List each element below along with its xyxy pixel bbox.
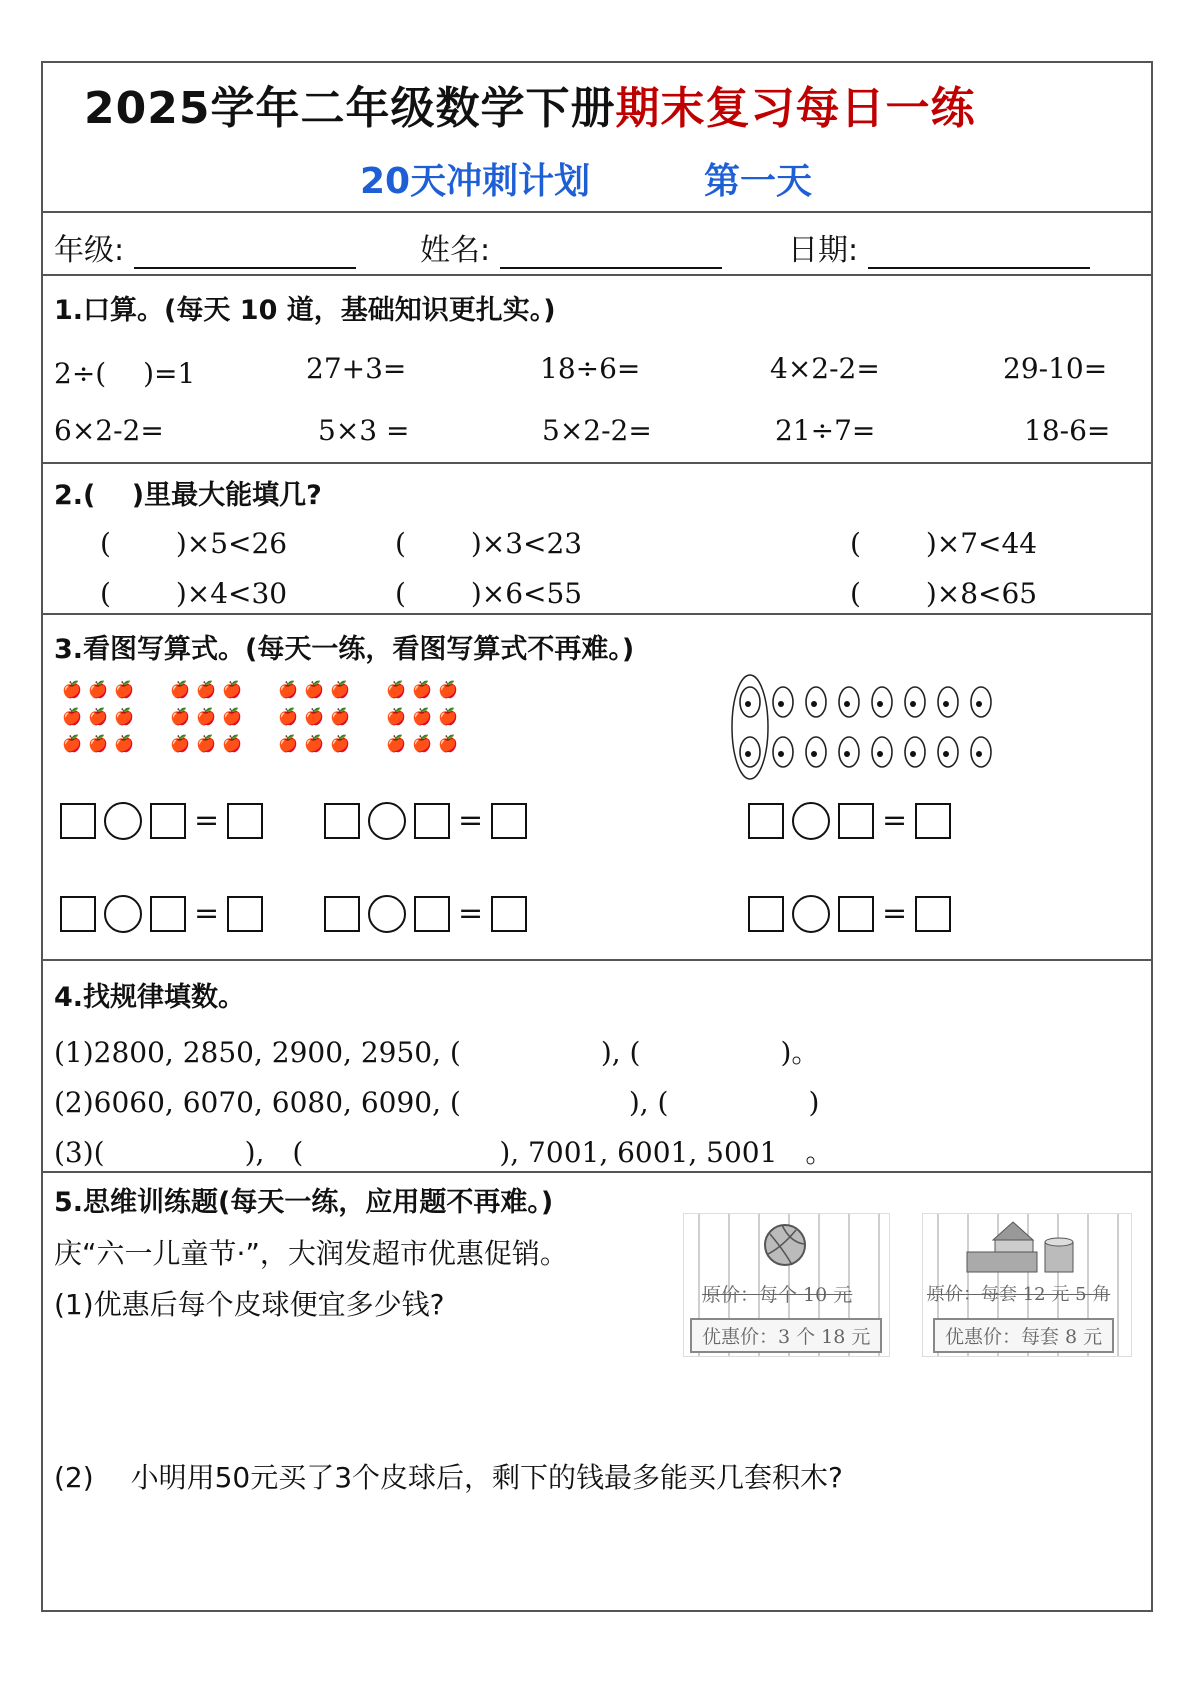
section3-heading: 3.看图写算式。(每天一练，看图写算式不再难。) [54, 634, 635, 665]
mitten-row-bottom [740, 737, 991, 767]
title-black: 2025学年二年级数学下册 [84, 83, 616, 134]
apple-icon: 🍎 [278, 680, 298, 699]
question-2: (2) 小明用50元买了3个皮球后，剩下的钱最多能买几套积木? [54, 1461, 843, 1494]
equals-sign: = [882, 803, 908, 838]
mitten-picture [730, 672, 1010, 786]
date-label: 日期: [788, 233, 859, 268]
divider [41, 274, 1153, 276]
equation-template[interactable] [324, 802, 527, 840]
equation-template[interactable] [324, 895, 527, 933]
apple-icon: 🍎 [412, 734, 432, 753]
inequality-item: ( )×5<26 [100, 527, 288, 560]
apple-icon: 🍎 [170, 680, 190, 699]
ball-price-sign [683, 1213, 890, 1357]
apple-group [62, 680, 140, 761]
apple-icon: 🍎 [196, 707, 216, 726]
apple-icon: 🍎 [62, 734, 82, 753]
equals-sign: = [882, 896, 908, 931]
apple-icon: 🍎 [438, 707, 458, 726]
calc-item: 18-6= [1024, 414, 1111, 447]
apple-icon: 🍎 [170, 734, 190, 753]
grade-label: 年级: [54, 233, 125, 268]
apple-icon: 🍎 [88, 707, 108, 726]
answer-box[interactable] [150, 803, 186, 839]
answer-box[interactable] [227, 896, 263, 932]
apple-icon: 🍎 [222, 707, 242, 726]
inequality-item: ( )×7<44 [850, 527, 1038, 560]
answer-box[interactable] [150, 896, 186, 932]
divider [41, 959, 1153, 961]
apple-icon: 🍎 [438, 680, 458, 699]
blocks-discount-price: 优惠价：每套 8 元 [933, 1318, 1114, 1353]
equation-template[interactable] [60, 895, 263, 933]
equals-sign: = [458, 803, 484, 838]
name-label: 姓名: [420, 233, 491, 268]
pattern-row: (3)( ), ( ), 7001, 6001, 5001 。 [54, 1136, 834, 1169]
apple-icon: 🍎 [330, 680, 350, 699]
answer-box[interactable] [324, 896, 360, 932]
equals-sign: = [194, 803, 220, 838]
apple-icon: 🍎 [222, 734, 242, 753]
question-1: (1)优惠后每个皮球便宜多少钱? [54, 1288, 445, 1321]
apple-icon: 🍎 [88, 734, 108, 753]
operator-circle[interactable] [792, 802, 830, 840]
apple-icon: 🍎 [412, 707, 432, 726]
apple-icon: 🍎 [412, 680, 432, 699]
blocks-original-price: 原价：每套 12 元 5 角 [927, 1284, 1111, 1305]
equation-template[interactable] [748, 895, 951, 933]
operator-circle[interactable] [792, 895, 830, 933]
inequality-item: ( )×6<55 [395, 577, 583, 610]
apple-icon: 🍎 [62, 707, 82, 726]
name-blank[interactable] [500, 243, 722, 269]
operator-circle[interactable] [104, 895, 142, 933]
blocks-icon [963, 1220, 1103, 1276]
date-blank[interactable] [868, 243, 1090, 269]
inequality-item: ( )×8<65 [850, 577, 1038, 610]
apple-icon: 🍎 [196, 734, 216, 753]
equation-template[interactable] [60, 802, 263, 840]
equation-template[interactable] [748, 802, 951, 840]
calc-item: 27+3= [306, 352, 407, 385]
apple-icon: 🍎 [330, 707, 350, 726]
mitten-row-top [740, 687, 991, 717]
section1-heading: 1.口算。(每天 10 道，基础知识更扎实。) [54, 295, 556, 326]
apple-icon: 🍎 [114, 707, 134, 726]
title-red: 期末复习每日一练 [615, 83, 976, 134]
pattern-row: (1)2800, 2850, 2900, 2950, ( ), ( )。 [54, 1036, 820, 1069]
apple-icon: 🍎 [170, 707, 190, 726]
apple-icon: 🍎 [88, 680, 108, 699]
mittens-svg [730, 672, 1010, 782]
answer-box[interactable] [60, 803, 96, 839]
answer-box[interactable] [838, 896, 874, 932]
apple-group [386, 680, 464, 761]
inequality-item: ( )×3<23 [395, 527, 583, 560]
section2-heading: 2.( )里最大能填几? [54, 480, 322, 511]
calc-item: 4×2-2= [770, 352, 880, 385]
apple-icon: 🍎 [386, 734, 406, 753]
problem-intro: 庆“六一儿童节·”，大润发超市优惠促销。 [54, 1237, 568, 1270]
operator-circle[interactable] [368, 895, 406, 933]
apple-icon: 🍎 [386, 680, 406, 699]
answer-box[interactable] [414, 803, 450, 839]
apple-icon: 🍎 [304, 707, 324, 726]
grade-field[interactable] [54, 225, 356, 269]
apple-icon: 🍎 [304, 680, 324, 699]
answer-box[interactable] [915, 896, 951, 932]
apple-icon: 🍎 [438, 734, 458, 753]
section5-heading: 5.思维训练题(每天一练，应用题不再难。) [54, 1187, 554, 1218]
answer-box[interactable] [915, 803, 951, 839]
inequality-item: ( )×4<30 [100, 577, 288, 610]
equals-sign: = [194, 896, 220, 931]
apple-icon: 🍎 [62, 680, 82, 699]
equals-sign: = [458, 896, 484, 931]
section4-heading: 4.找规律填数。 [54, 982, 246, 1013]
apple-icon: 🍎 [114, 734, 134, 753]
apple-icon: 🍎 [222, 680, 242, 699]
pattern-row: (2)6060, 6070, 6080, 6090, ( ), ( ) [54, 1086, 820, 1119]
apple-icon: 🍎 [386, 707, 406, 726]
apple-icon: 🍎 [196, 680, 216, 699]
apple-picture [62, 680, 464, 761]
apple-icon: 🍎 [278, 734, 298, 753]
answer-box[interactable] [491, 803, 527, 839]
divider [41, 462, 1153, 464]
divider [41, 211, 1153, 213]
apple-group [278, 680, 356, 761]
answer-box[interactable] [748, 803, 784, 839]
page-title [84, 72, 975, 136]
answer-box[interactable] [60, 896, 96, 932]
calc-item: 6×2-2= [54, 414, 164, 447]
apple-icon: 🍎 [278, 707, 298, 726]
subtitle-plan: 20天冲刺计划 [360, 161, 591, 202]
answer-box[interactable] [227, 803, 263, 839]
date-field[interactable] [788, 225, 1090, 269]
answer-box[interactable] [491, 896, 527, 932]
operator-circle[interactable] [104, 802, 142, 840]
divider [41, 613, 1153, 615]
calc-item: 21÷7= [775, 414, 876, 447]
calc-item: 29-10= [1003, 352, 1108, 385]
divider [41, 1171, 1153, 1173]
apple-icon: 🍎 [330, 734, 350, 753]
apple-icon: 🍎 [114, 680, 134, 699]
apple-group [170, 680, 248, 761]
calc-item: 5×2-2= [542, 414, 652, 447]
ball-original-price: 原价：每个 10 元 [702, 1284, 853, 1306]
ball-icon [762, 1222, 808, 1268]
name-field[interactable] [420, 225, 722, 269]
answer-box[interactable] [324, 803, 360, 839]
operator-circle[interactable] [368, 802, 406, 840]
answer-box[interactable] [748, 896, 784, 932]
blocks-price-sign [922, 1213, 1132, 1357]
calc-item: 5×3 = [318, 414, 410, 447]
answer-box[interactable] [414, 896, 450, 932]
calc-item: 18÷6= [540, 352, 641, 385]
apple-icon: 🍎 [304, 734, 324, 753]
grade-blank[interactable] [134, 243, 356, 269]
subtitle-day: 第一天 [704, 161, 813, 202]
ball-discount-price: 优惠价：3 个 18 元 [690, 1318, 882, 1353]
calc-item: 2÷( )=1 [54, 357, 196, 390]
answer-box[interactable] [838, 803, 874, 839]
